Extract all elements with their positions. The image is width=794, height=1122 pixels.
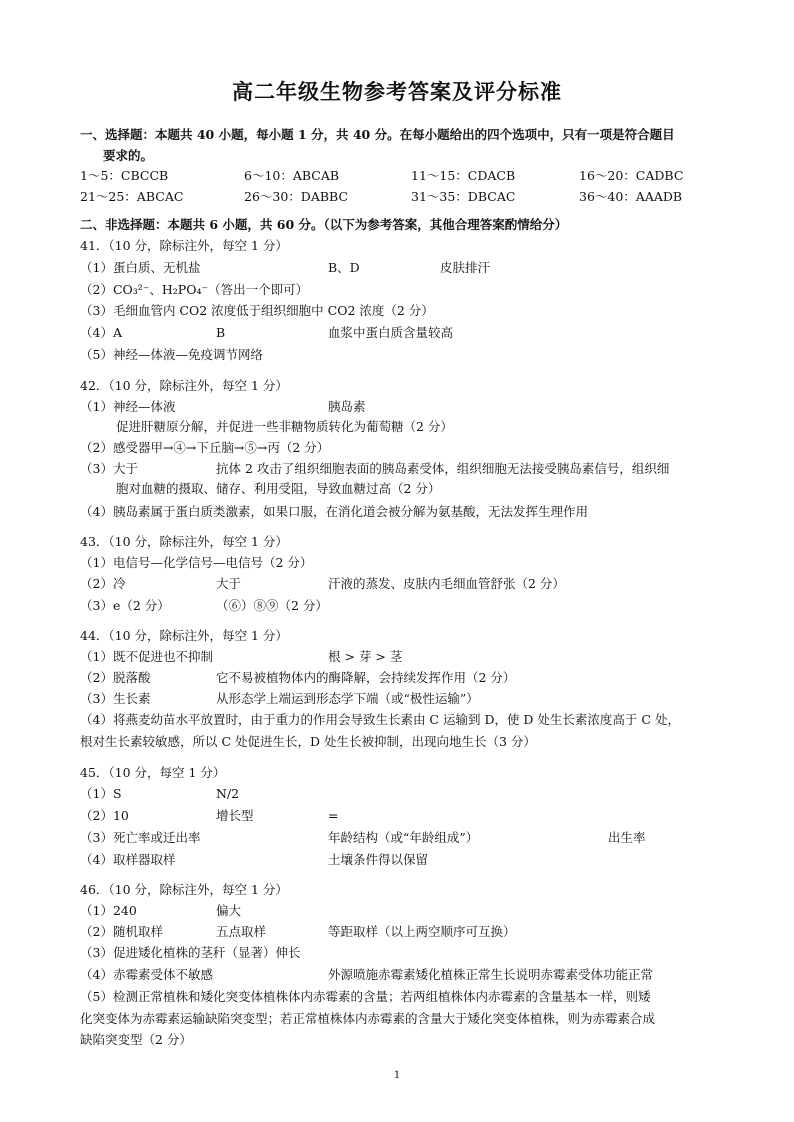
q41-answer-2: （2）CO₃²⁻、H₂PO₄⁻（答出一个即可） [80, 282, 309, 297]
q46-answer-5-cont2: 缺陷突变型（2 分） [80, 1032, 192, 1047]
answer-text: 根 > 芽 > 茎 [328, 649, 403, 664]
answer-text: 偏大 [216, 903, 242, 918]
mc-answer: 21～25：ABCAC [80, 189, 184, 204]
q41-header: 41．（10 分，除标注外，每空 1 分） [80, 238, 288, 253]
answer-text: 从形态学上端运到形态学下端（或“极性运输”） [216, 691, 479, 706]
answer-text: 出生率 [608, 830, 646, 845]
mc-answer: 1～5：CBCCB [80, 168, 169, 183]
answer-text: N/2 [216, 786, 240, 801]
section1-heading-line2: 要求的。 [103, 148, 154, 163]
q44-header: 44．（10 分，除标注外，每空 1 分） [80, 628, 288, 643]
answer-text: 血浆中蛋白质含量较高 [328, 325, 454, 340]
answer-text: （3）大于 [80, 461, 138, 476]
answer-text: （1）既不促进也不抑制 [80, 649, 213, 664]
answer-text: （2）冷 [80, 576, 126, 591]
answer-text: 土壤条件得以保留 [328, 852, 429, 867]
q42-answer-3-cont: 胞对血糖的摄取、储存、利用受阻，导致血糖过高（2 分） [116, 481, 441, 496]
answer-text: （1）S [80, 786, 122, 801]
answer-text: 抗体 2 攻击了组织细胞表面的胰岛素受体，组织细胞无法接受胰岛素信号，组织细 [216, 461, 670, 476]
answer-text: B、D [328, 260, 360, 275]
answer-text: 皮肤排汗 [440, 260, 491, 275]
q42-answer-2: （2）感受器甲→④→下丘脑→⑤→丙（2 分） [80, 440, 330, 455]
q42-header: 42．（10 分，除标注外，每空 1 分） [80, 378, 288, 393]
q41-answer-3: （3）毛细血管内 CO2 浓度低于组织细胞中 CO2 浓度（2 分） [80, 303, 434, 318]
mc-answer: 31～35：DBCAC [411, 189, 516, 204]
answer-text: （1）240 [80, 903, 137, 918]
section1-heading-line1: 一、选择题：本题共 40 小题，每小题 1 分，共 40 分。在每小题给出的四个选项中，只有一项是符合题目 [80, 127, 675, 142]
mc-answer: 6～10：ABCAB [244, 168, 340, 183]
answer-text: （3）生长素 [80, 691, 151, 706]
mc-answer: 26～30：DABBC [244, 189, 349, 204]
mc-answer: 16～20：CADBC [579, 168, 684, 183]
q42-answer-4: （4）胰岛素属于蛋白质类激素，如果口服，在消化道会被分解为氨基酸，无法发挥生理作用 [80, 504, 588, 519]
mc-answer: 11～15：CDACB [411, 168, 516, 183]
q46-header: 46．（10 分，除标注外，每空 1 分） [80, 882, 288, 897]
answer-text: B [216, 325, 226, 340]
q42-answer-1-cont: 促进肝糖原分解，并促进一些非糖物质转化为葡萄糖（2 分） [116, 419, 453, 434]
q43-answer-1: （1）电信号—化学信号—电信号（2 分） [80, 555, 313, 570]
answer-text: （3）死亡率或迁出率 [80, 830, 201, 845]
q44-answer-4: （4）将燕麦幼苗水平放置时，由于重力的作用会导致生长素由 C 运输到 D，使 D 处生长素浓度高于 C 处， [80, 712, 680, 727]
answer-text: （4）赤霉素受体不敏感 [80, 967, 213, 982]
q44-answer-4-cont: 根对生长素较敏感，所以 C 处促进生长，D 处生长被抑制，出现向地生长（3 分） [80, 734, 536, 749]
mc-answer: 36～40：AAADB [579, 189, 683, 204]
q46-answer-5-cont: 化突变体为赤霉素运输缺陷突变型；若正常植株体内赤霉素的含量大于矮化突变体植株，则为赤霉素合成 [80, 1011, 656, 1026]
answer-text: （2）随机取样 [80, 924, 163, 939]
answer-text: （2）脱落酸 [80, 670, 151, 685]
answer-text: （4）取样器取样 [80, 852, 176, 867]
answer-text: （1）神经—体液 [80, 399, 176, 414]
q46-answer-5: （5）检测正常植株和矮化突变体植株体内赤霉素的含量；若两组植株体内赤霉素的含量基本一样，则矮 [80, 989, 651, 1004]
page-number: 1 [393, 1070, 401, 1081]
answer-text: 胰岛素 [328, 399, 366, 414]
answer-text: 增长型 [216, 808, 254, 823]
answer-text: = [328, 808, 339, 823]
answer-text: （1）蛋白质、无机盐 [80, 260, 201, 275]
answer-text: 五点取样 [216, 924, 267, 939]
answer-text: （2）10 [80, 808, 129, 823]
answer-text: （3）e（2 分） [80, 598, 170, 613]
answer-text: 汗液的蒸发、皮肤内毛细血管舒张（2 分） [328, 576, 565, 591]
answer-text: 大于 [216, 576, 242, 591]
q41-answer-5: （5）神经—体液—免疫调节网络 [80, 347, 263, 362]
answer-text: 外源喷施赤霉素矮化植株正常生长说明赤霉素受体功能正常 [328, 967, 654, 982]
document-title: 高二年级生物参考答案及评分标准 [232, 79, 562, 104]
section2-heading: 二、非选择题：本题共 6 小题，共 60 分。（以下为参考答案，其他合理答案酌情给分） [80, 217, 568, 232]
q46-answer-3: （3）促进矮化植株的茎秆（显著）伸长 [80, 945, 301, 960]
answer-text: 等距取样（以上两空顺序可互换） [328, 924, 516, 939]
q45-header: 45．（10 分，每空 1 分） [80, 765, 226, 780]
answer-text: （⑥）⑧⑨（2 分） [216, 598, 328, 613]
answer-text: （4）A [80, 325, 122, 340]
answer-text: 它不易被植物体内的酶降解，会持续发挥作用（2 分） [216, 670, 516, 685]
q43-header: 43．（10 分，除标注外，每空 1 分） [80, 534, 288, 549]
answer-text: 年龄结构（或“年龄组成”） [328, 830, 479, 845]
